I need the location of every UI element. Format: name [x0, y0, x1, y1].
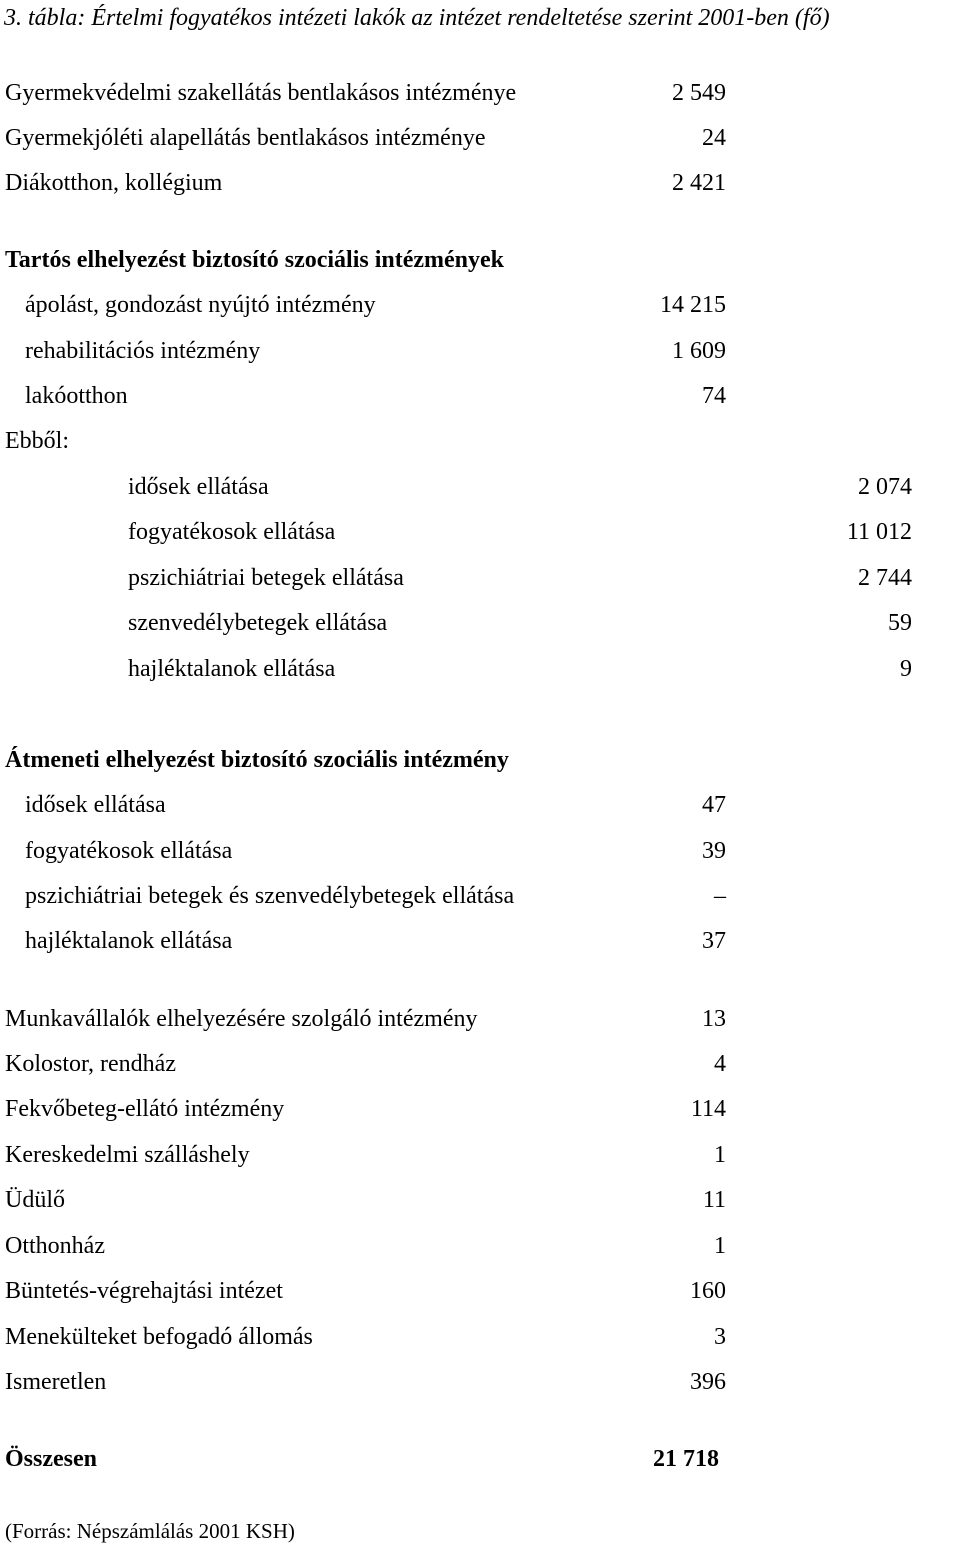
- table-row: [0, 1047, 960, 1081]
- total-label: Összesen: [5, 1446, 97, 1472]
- table-row: [0, 1320, 960, 1354]
- row-label: pszichiátriai betegek és szenvedélybetegek ellátása: [25, 883, 515, 909]
- row-label: ápolást, gondozást nyújtó intézmény: [25, 292, 376, 318]
- table-row: [0, 924, 960, 958]
- row-value: 74: [702, 383, 726, 409]
- table-row: [0, 76, 960, 110]
- table-row: [0, 652, 960, 686]
- row-value: 160: [690, 1278, 726, 1304]
- row-label: Diákotthon, kollégium: [5, 170, 223, 196]
- section-heading-atmeneti: Átmeneti elhelyezést biztosító szociális intézmény: [5, 747, 509, 773]
- table-row: [0, 606, 960, 640]
- row-value: 11 012: [846, 519, 912, 545]
- table-row: [0, 1274, 960, 1308]
- row-value: 2 074: [858, 474, 912, 500]
- row-value: –: [714, 883, 726, 909]
- table-row: [0, 1138, 960, 1172]
- row-label: lakóotthon: [25, 383, 128, 409]
- ebbol-label: Ebből:: [5, 428, 69, 454]
- table-row: [0, 379, 960, 413]
- row-value: 47: [702, 792, 726, 818]
- row-label: Ismeretlen: [5, 1369, 107, 1395]
- row-value: 37: [702, 928, 726, 954]
- row-label: idősek ellátása: [25, 792, 166, 818]
- table-row: [0, 879, 960, 913]
- row-value: 1 609: [672, 338, 726, 364]
- row-label: Kolostor, rendház: [5, 1051, 176, 1077]
- row-label: Munkavállalók elhelyezésére szolgáló intézmény: [5, 1006, 478, 1032]
- row-value: 11: [702, 1187, 726, 1213]
- row-label: Büntetés-végrehajtási intézet: [5, 1278, 283, 1304]
- table-row: [0, 1365, 960, 1399]
- total-row: [0, 1442, 960, 1476]
- row-value: 13: [702, 1006, 726, 1032]
- table-row: [0, 121, 960, 155]
- section-heading-row: [0, 743, 960, 777]
- table-row: [0, 1229, 960, 1263]
- table-row: [0, 470, 960, 504]
- table-row: [0, 515, 960, 549]
- source-row: [0, 1514, 960, 1548]
- table-title-row: [0, 1, 960, 35]
- row-value: 1: [714, 1142, 726, 1168]
- table-row: [0, 561, 960, 595]
- row-label: Kereskedelmi szálláshely: [5, 1142, 250, 1168]
- table-row: [0, 1002, 960, 1036]
- row-label: szenvedélybetegek ellátása: [128, 610, 388, 636]
- row-label: hajléktalanok ellátása: [25, 928, 233, 954]
- row-value: 1: [714, 1233, 726, 1259]
- row-value: 2 744: [858, 565, 912, 591]
- row-value: 396: [690, 1369, 726, 1395]
- ebbol-row: [0, 424, 960, 458]
- row-value: 114: [690, 1096, 726, 1122]
- row-label: pszichiátriai betegek ellátása: [128, 565, 404, 591]
- table-row: [0, 1183, 960, 1217]
- row-value: 2 549: [672, 80, 726, 106]
- row-value: 3: [714, 1324, 726, 1350]
- row-value: 4: [714, 1051, 726, 1077]
- row-label: Fekvőbeteg-ellátó intézmény: [5, 1096, 285, 1122]
- row-label: fogyatékosok ellátása: [128, 519, 336, 545]
- row-label: fogyatékosok ellátása: [25, 838, 233, 864]
- row-label: Gyermekjóléti alapellátás bentlakásos intézménye: [5, 125, 486, 151]
- row-label: hajléktalanok ellátása: [128, 656, 336, 682]
- table-row: [0, 166, 960, 200]
- row-label: rehabilitációs intézmény: [25, 338, 261, 364]
- row-value: 14 215: [660, 292, 726, 318]
- table-row: [0, 834, 960, 868]
- row-value: 39: [702, 838, 726, 864]
- row-value: 59: [888, 610, 912, 636]
- table-row: [0, 788, 960, 822]
- section-heading-row: [0, 243, 960, 277]
- row-label: idősek ellátása: [128, 474, 269, 500]
- source-note: (Forrás: Népszámlálás 2001 KSH): [5, 1519, 295, 1543]
- row-value: 9: [900, 656, 912, 682]
- table-row: [0, 334, 960, 368]
- row-label: Üdülő: [5, 1187, 65, 1213]
- row-value: 2 421: [672, 170, 726, 196]
- table-row: [0, 1092, 960, 1126]
- table-title: 3. tábla: Értelmi fogyatékos intézeti lakók az intézet rendeltetése szerint 2001-ben (fő): [4, 5, 830, 31]
- table-row: [0, 288, 960, 322]
- row-label: Gyermekvédelmi szakellátás bentlakásos intézménye: [5, 80, 517, 106]
- row-label: Otthonház: [5, 1233, 105, 1259]
- row-value: 24: [702, 125, 726, 151]
- row-label: Menekülteket befogadó állomás: [5, 1324, 313, 1350]
- total-value: 21 718: [653, 1446, 719, 1472]
- section-heading-tartos: Tartós elhelyezést biztosító szociális intézmények: [5, 247, 505, 273]
